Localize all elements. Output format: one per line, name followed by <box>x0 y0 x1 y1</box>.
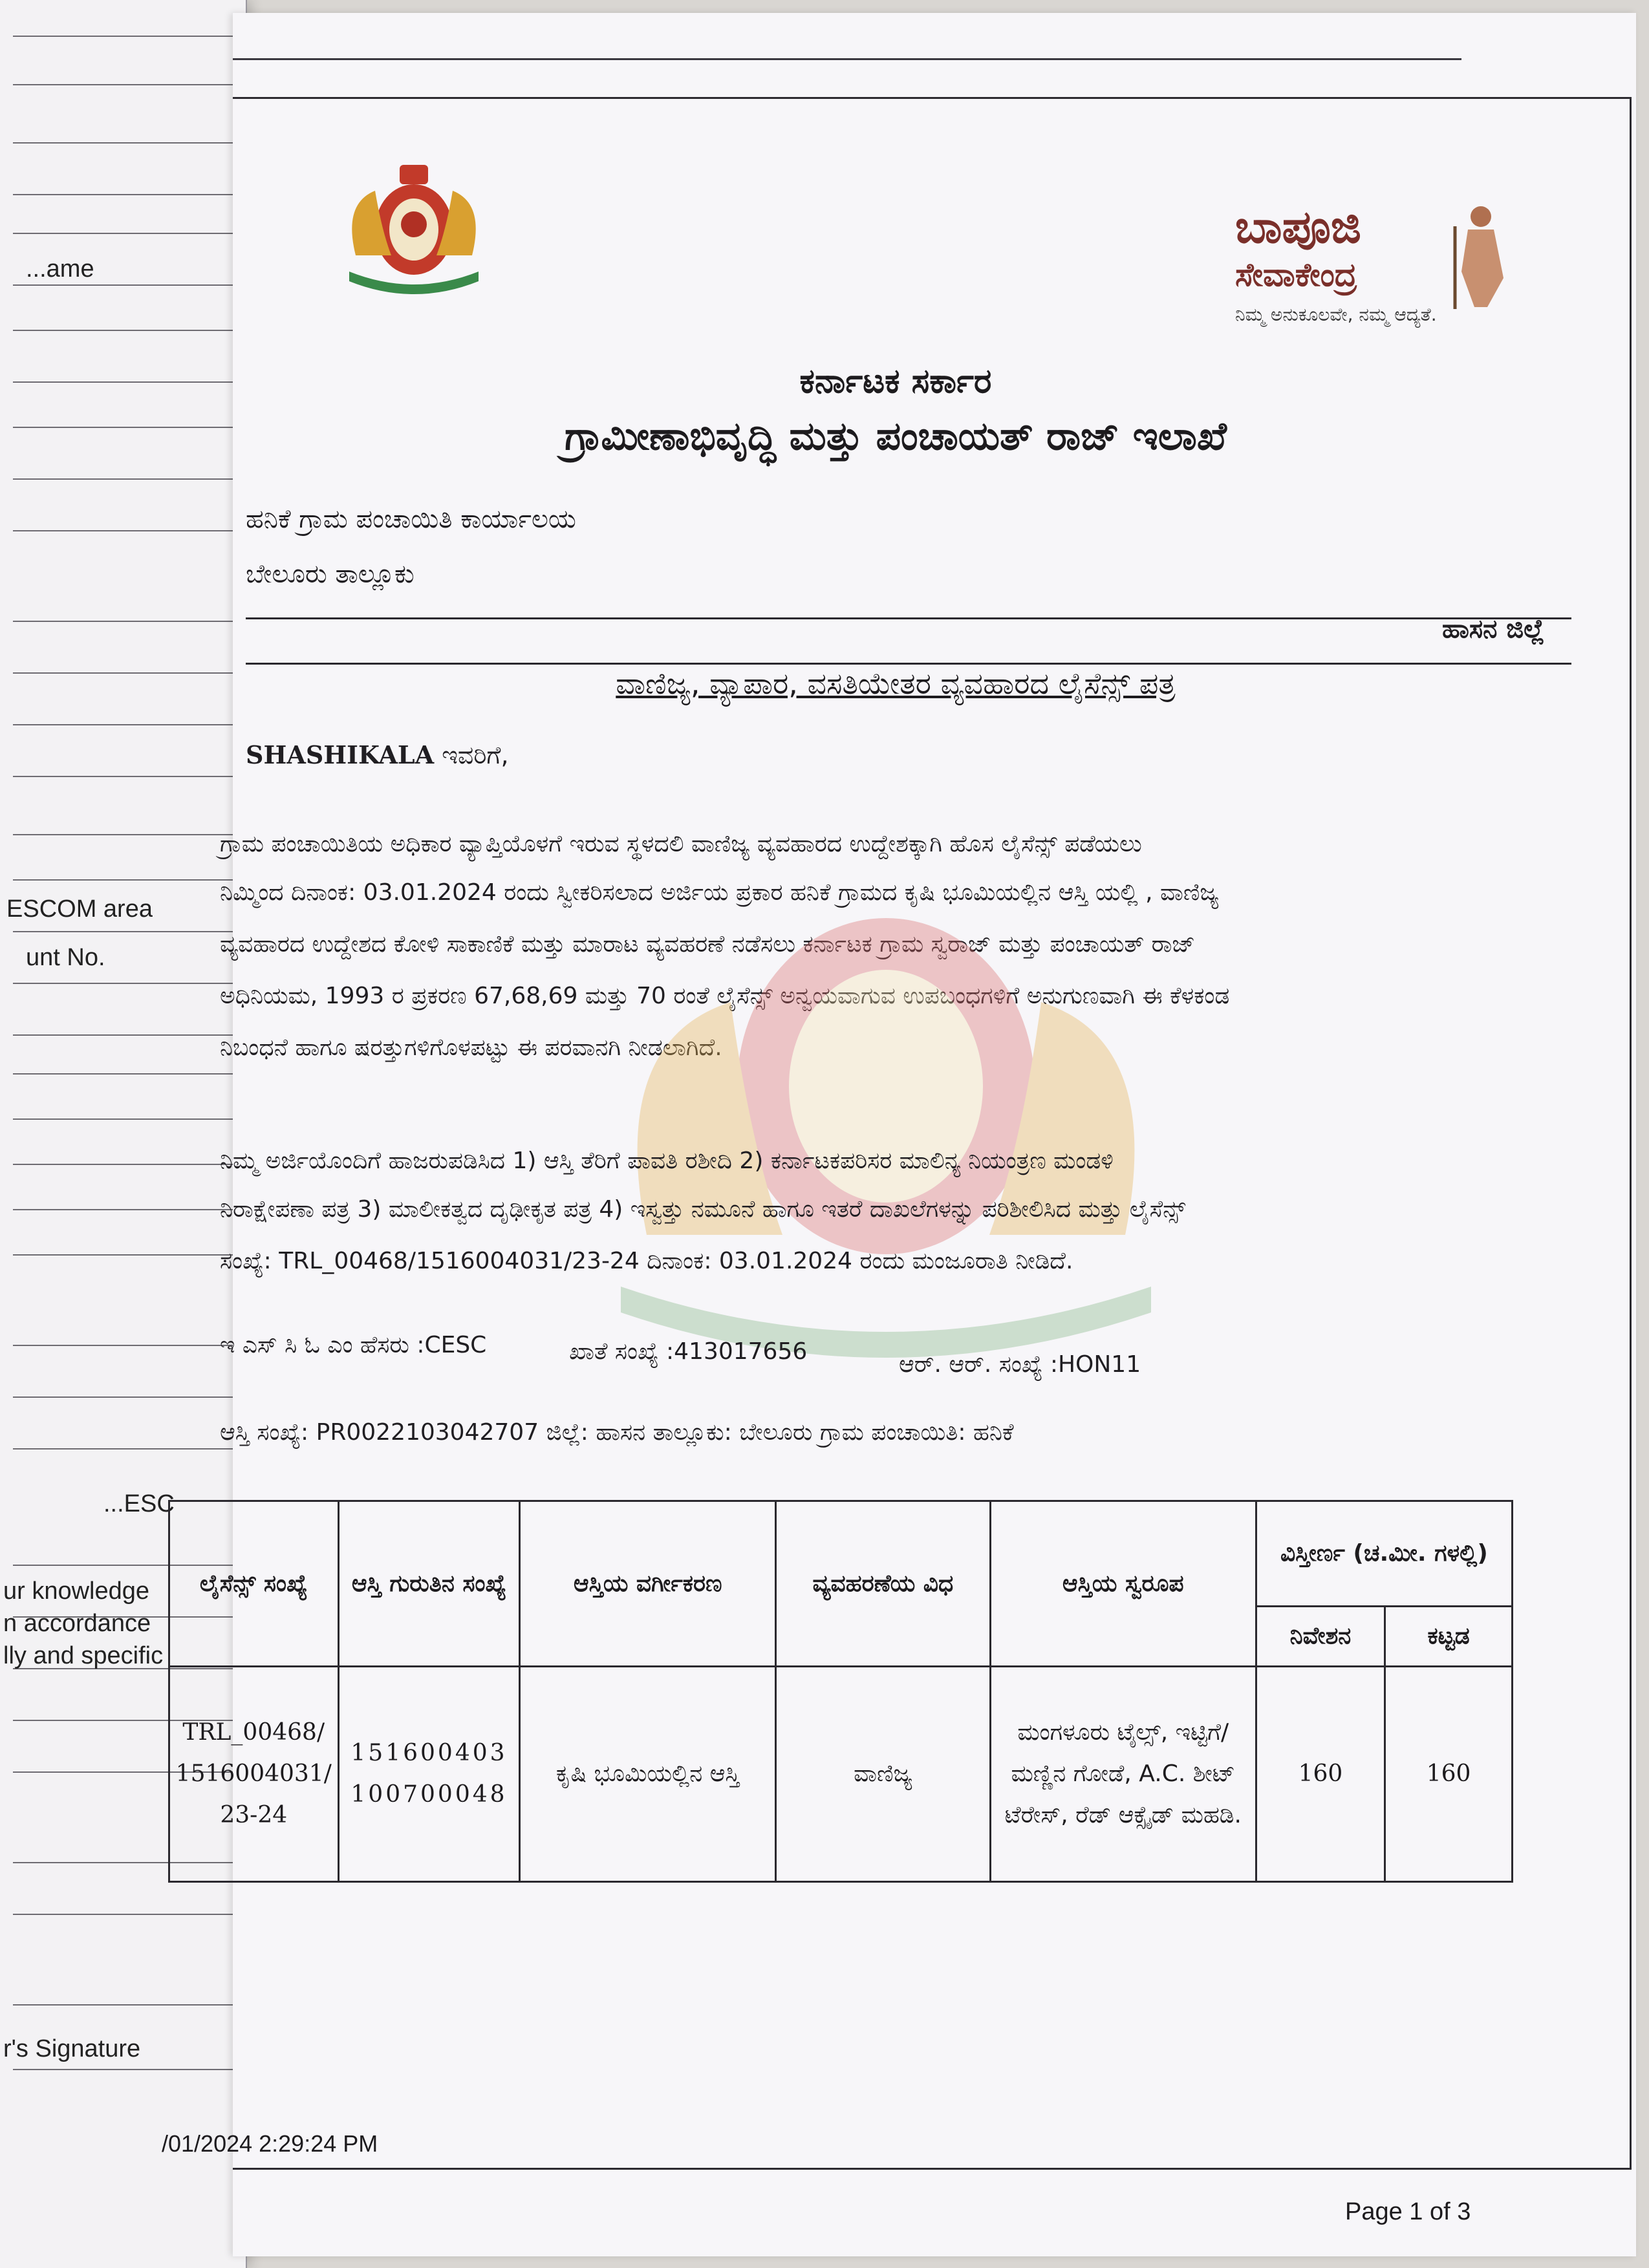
district-name: ಹಾಸನ ಜಿಲ್ಲೆ <box>1442 614 1545 644</box>
rule <box>13 284 233 286</box>
dept-heading: ಗ್ರಾಮೀಣಾಭಿವೃದ್ಧಿ ಮತ್ತು ಪಂಚಾಯತ್ ರಾಜ್ ಇಲಾಖೆ <box>565 414 1227 459</box>
emblem-watermark-icon <box>569 873 1203 1377</box>
cell-classification: ಕೃಷಿ ಭೂಮಿಯಲ್ಲಿನ ಆಸ್ತಿ <box>520 1667 776 1882</box>
rule <box>13 1034 233 1036</box>
document-title: ವಾಣಿಜ್ಯ, ವ್ಯಾಪಾರ, ವಸತಿಯೇತರ ವ್ಯವಹಾರದ ಲೈಸೆನ್ಸ್ ಪತ್ರ <box>616 666 1176 701</box>
col-classification: ಆಸ್ತಿಯ ವರ್ಗೀಕರಣ <box>520 1501 776 1667</box>
rule <box>13 1073 233 1075</box>
body-line: ನಿರಾಕ್ಷೇಪಣಾ ಪತ್ರ 3) ಮಾಲೀಕತ್ವದ ದೃಢೀಕೃತ ಪತ್ರ 4) ಇಸ್ವತ್ತು ನಮೂನೆ ಹಾಗೂ ಇತರೆ ದಾಖಲೆಗಳನ್ನು ಪರಿಶೀಲಿಸಿದ ಮತ್ತು ಲೈಸೆನ್ಸ್ <box>220 1196 1186 1223</box>
body-line: ವ್ಯವಹಾರದ ಉದ್ದೇಶದ ಕೋಳಿ ಸಾಕಾಣಿಕೆ ಮತ್ತು ಮಾರಾಟ ವ್ಯವಹರಣೆ ನಡೆಸಲು ಕರ್ನಾಟಕ ಗ್ರಾಮ ಸ್ವರಾಜ್ ಮತ್ತು ಪಂಚಾಯತ್ ರಾಜ್ <box>220 931 1196 957</box>
rule <box>13 2069 233 2070</box>
cell-property-id: 151600403100700048 <box>338 1667 520 1882</box>
rule <box>13 233 233 234</box>
cell-nature: ಮಂಗಳೂರು ಟೈಲ್ಸ್, ಇಟ್ಟಿಗೆ/ ಮಣ್ಣಿನ ಗೋಡೆ, A.C. ಶೀಟ್ ಟೆರೇಸ್, ರೆಡ್ ಆಕ್ಸೈಡ್ ಮಹಡಿ. <box>990 1667 1256 1882</box>
top-rule <box>233 58 1461 60</box>
logo-tagline: ನಿಮ್ಮ ಅನುಕೂಲವೇ, ನಮ್ಮ ಆದ್ಯತೆ. <box>1235 304 1437 325</box>
col-nature: ಆಸ್ತಿಯ ಸ್ವರೂಪ <box>990 1501 1256 1667</box>
rule <box>13 36 233 37</box>
rule <box>13 1448 233 1450</box>
underlying-page <box>0 0 247 2268</box>
karnataka-emblem-icon <box>330 152 498 294</box>
print-datetime: /01/2024 2:29:24 PM <box>162 2130 378 2157</box>
rule <box>13 983 233 984</box>
rule <box>13 879 233 881</box>
rule <box>13 724 233 725</box>
property-details: ಆಸ್ತಿ ಸಂಖ್ಯೆ: PR0022103042707 ಜಿಲ್ಲೆ: ಹಾಸನ ತಾಲ್ಲೂಕು: ಬೇಲೂರು ಗ್ರಾಮ ಪಂಚಾಯಿತಿ: ಹನಿಕೆ <box>220 1419 1014 1446</box>
rule <box>13 2004 233 2006</box>
rule <box>13 1914 233 1915</box>
page-number: Page 1 of 3 <box>1345 2198 1471 2225</box>
col-transaction-type: ವ್ಯವಹರಣೆಯ ವಿಧ <box>776 1501 991 1667</box>
body-line: ನಿಬಂಧನೆ ಹಾಗೂ ಷರತ್ತುಗಳಿಗೊಳಪಟ್ಟು ಈ ಪರವಾನಗಿ ನೀಡಲಾಗಿದೆ. <box>220 1034 722 1061</box>
divider <box>246 663 1571 665</box>
rule <box>13 1345 233 1346</box>
underlay-text: ur knowledge <box>3 1578 150 1605</box>
office-name: ಹನಿಕೆ ಗ್ರಾಮ ಪಂಚಾಯಿತಿ ಕಾರ್ಯಾಲಯ <box>246 504 576 534</box>
rule <box>13 330 233 331</box>
rule <box>13 1118 233 1120</box>
rule <box>13 427 233 428</box>
body-line: ನಿಮ್ಮಿಂದ ದಿನಾಂಕ: 03.01.2024 ರಂದು ಸ್ವೀಕರಿಸಲಾದ ಅರ್ಜಿಯ ಪ್ರಕಾರ ಹನಿಕೆ ಗ್ರಾಮದ ಕೃಷಿ ಭೂಮಿಯಲ್ಲಿನ ಆಸ್ತಿ ಯಲ್ಲಿ , ವಾಣಿಜ್ಯ <box>220 879 1219 906</box>
cell-building: 160 <box>1385 1667 1513 1882</box>
rule <box>13 776 233 777</box>
cell-license-no: TRL_00468/1516004031/23-24 <box>169 1667 339 1882</box>
col-site: ನಿವೇಶನ <box>1256 1607 1385 1667</box>
table-row <box>169 1667 1513 1882</box>
account-number: ಖಾತೆ ಸಂಖ್ಯೆ :413017656 <box>569 1338 808 1365</box>
rule <box>13 381 233 383</box>
gov-heading: ಕರ್ನಾಟಕ ಸರ್ಕಾರ <box>799 362 992 401</box>
rule <box>13 1396 233 1398</box>
col-license-no: ಲೈಸೆನ್ಸ್ ಸಂಖ್ಯೆ <box>169 1501 339 1667</box>
col-area: ವಿಸ್ತೀರ್ಣ (ಚ.ಮೀ. ಗಳಲ್ಲಿ) <box>1256 1501 1512 1607</box>
gandhi-figure-icon <box>1442 200 1520 310</box>
recipient-name: SHASHIKALA <box>246 740 435 769</box>
rule <box>13 194 233 195</box>
rr-number: ಆರ್. ಆರ್. ಸಂಖ್ಯೆ :HON11 <box>899 1351 1141 1378</box>
col-property-id: ಆಸ್ತಿ ಗುರುತಿನ ಸಂಖ್ಯೆ <box>338 1501 520 1667</box>
body-line: ಸಂಖ್ಯೆ: TRL_00468/1516004031/23-24 ದಿನಾಂಕ: 03.01.2024 ರಂದು ಮಂಜೂರಾತಿ ನೀಡಿದೆ. <box>220 1248 1073 1274</box>
underlay-text: unt No. <box>26 944 105 971</box>
rule <box>13 84 233 85</box>
underlay-text: n accordance <box>3 1610 151 1637</box>
cell-site: 160 <box>1256 1667 1385 1882</box>
underlay-text: ESCOM area <box>6 895 153 923</box>
divider <box>246 617 1571 619</box>
underlay-text: r's Signature <box>3 2035 141 2062</box>
rule <box>13 931 233 932</box>
body-line: ಗ್ರಾಮ ಪಂಚಾಯಿತಿಯ ಅಧಿಕಾರ ವ್ಯಾಪ್ತಿಯೊಳಗೆ ಇರುವ ಸ್ಥಳದಲಿ ವಾಣಿಜ್ಯ ವ್ಯವಹಾರದ ಉದ್ದೇಶಕ್ಕಾಗಿ ಹೊಸ ಲೈಸೆನ್ಸ್ ಪಡೆಯಲು <box>220 831 1142 857</box>
body-line: ಅಧಿನಿಯಮ, 1993 ರ ಪ್ರಕರಣ 67,68,69 ಮತ್ತು 70 ರಂತೆ ಲೈಸೆನ್ಸ್ ಅನ್ವಯವಾಗುವ ಉಪಬಂಧಗಳಿಗೆ ಅನುಗುಣವಾಗಿ ಈ ಕೆಳಕಂಡ <box>220 983 1230 1009</box>
logo-title: ಬಾಪೂಜಿ <box>1235 200 1361 253</box>
rule <box>13 621 233 622</box>
recipient <box>246 740 509 770</box>
bapuji-logo <box>1235 200 1546 356</box>
rule <box>13 1209 233 1210</box>
recipient-suffix: ಇವರಿಗೆ, <box>442 741 509 769</box>
taluk-name: ಬೇಲೂರು ತಾಲ್ಲೂಕು <box>246 559 415 589</box>
underlay-text: lly and specific <box>3 1642 164 1669</box>
col-building: ಕಟ್ಟಡ <box>1385 1607 1513 1667</box>
logo-subtitle: ಸೇವಾಕೇಂದ್ರ <box>1235 256 1357 294</box>
rule <box>13 834 233 835</box>
rule <box>13 1164 233 1165</box>
escom-name: ಇ ಎಸ್ ಸಿ ಓ ಎಂ ಹೆಸರು :CESC <box>220 1332 487 1358</box>
rule <box>13 672 233 674</box>
rule <box>13 530 233 531</box>
license-table <box>168 1500 1513 1883</box>
table-header-row <box>169 1501 1513 1607</box>
underlay-text: ...ESC <box>103 1490 175 1517</box>
rule <box>13 142 233 144</box>
cell-transaction-type: ವಾಣಿಜ್ಯ <box>776 1667 991 1882</box>
underlay-text: ...ame <box>26 255 94 283</box>
rule <box>13 478 233 480</box>
license-document <box>162 13 1636 2256</box>
rule <box>13 1254 233 1256</box>
body-line: ನಿಮ್ಮ ಅರ್ಜಿಯೊಂದಿಗೆ ಹಾಜರುಪಡಿಸಿದ 1) ಆಸ್ತಿ ತೆರಿಗೆ ಪಾವತಿ ರಶೀದಿ 2) ಕರ್ನಾಟಕಪರಿಸರ ಮಾಲಿನ್ಯ ನಿಯಂತ್ರಣ ಮಂಡಳಿ <box>220 1148 1114 1174</box>
